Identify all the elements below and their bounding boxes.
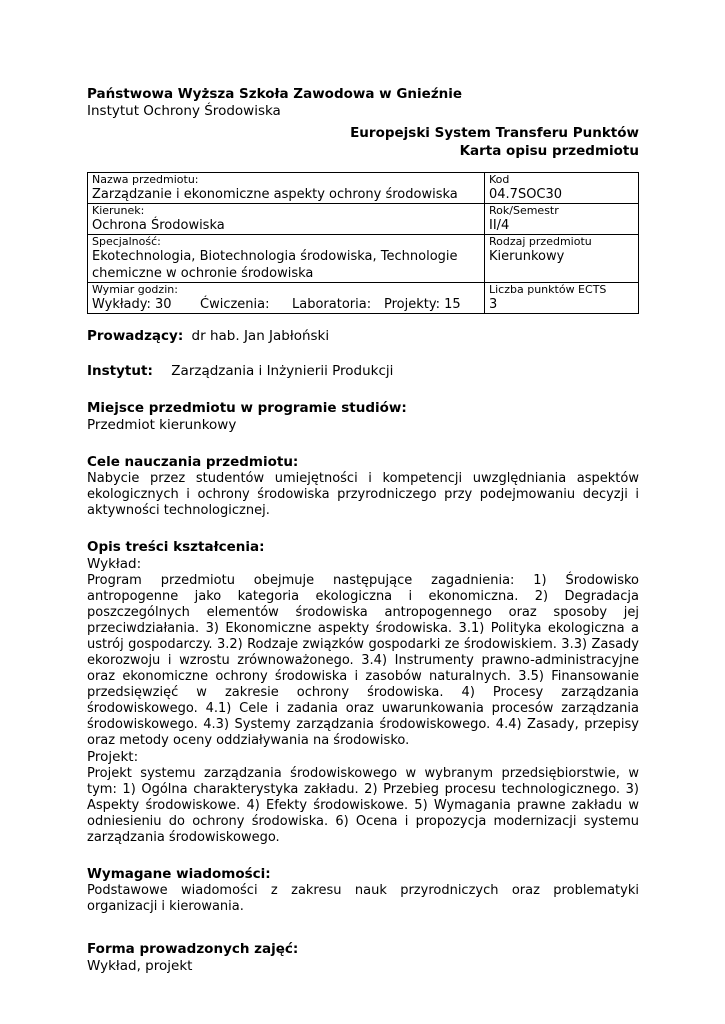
subject-value: Zarządzanie i ekonomiczne aspekty ochrony środowiska	[92, 187, 458, 202]
code-label: Kod	[489, 173, 510, 186]
knowledge-title: Wymagane wiadomości:	[87, 866, 271, 882]
ects-label: Liczba punktów ECTS	[489, 283, 607, 296]
form-section	[87, 941, 639, 975]
type-cell	[485, 235, 639, 283]
goals-title: Cele nauczania przedmiotu:	[87, 454, 299, 470]
knowledge-section	[87, 866, 639, 915]
direction-value: Ochrona Środowiska	[92, 218, 225, 233]
year-label: Rok/Semestr	[489, 204, 559, 217]
subject-cell	[88, 173, 485, 204]
hours-row	[92, 296, 480, 313]
subject-table	[87, 172, 639, 314]
content-title: Opis treści kształcenia:	[87, 539, 265, 555]
direction-label: Kierunek:	[92, 204, 145, 217]
lecture-label: Wykład:	[87, 556, 142, 572]
projects-hours: Projekty: 15	[384, 297, 461, 312]
document-page	[87, 86, 639, 975]
form-text: Wykład, projekt	[87, 958, 193, 974]
goals-section	[87, 454, 639, 519]
hours-label: Wymiar godzin:	[92, 283, 178, 296]
subject-label: Nazwa przedmiotu:	[92, 173, 199, 186]
project-text: Projekt systemu zarządzania środowiskowego w wybranym przedsiębiorstwie, w tym: 1) Ogólna charakterystyka zakładu. 2) Przebieg procesu technologicznego. 3) Aspekty środowiskowe. 4) Efekty środowiskowe. 5) Wymagania prawne zakładu w odniesieniu do ochrony środowiska. 6) Ocena i propozycja modernizacji systemu zarządzania środowiskowego.	[87, 766, 639, 845]
ects-value: 3	[489, 297, 498, 312]
year-cell	[485, 204, 639, 235]
knowledge-text: Podstawowe wiadomości z zakresu nauk przyrodniczych oraz problematyki organizacji i kierowania.	[87, 883, 639, 914]
hours-cell	[88, 283, 485, 314]
spec-label: Specjalność:	[92, 235, 161, 248]
lecture-text: Program przedmiotu obejmuje następujące zagadnienia: 1) Środowisko antropogenne jako kategoria ekologiczna i ekonomiczna. 2) Degradacja poszczególnych elementów środowiska antropogennego oraz sposoby jej przeciwdziałania. 3) Ekonomiczne aspekty środowiska. 3.1) Polityka ekologiczna a ustrój gospodarczy. 3.2) Rodzaje związków gospodarki ze środowiskiem. 3.3) Zasady ekorozwoju i wzrostu zrównoważonego. 3.4) Instrumenty prawno-administracyjne oraz ekonomiczne ochrony środowiska i zasobów naturalnych. 3.5) Finansowanie przedsięwzięć w zakresie ochrony środowiska. 4) Procesy zarządzania środowiskowego. 4.1) Cele i zadania oraz uwarunkowania procesów zarządzania środowiskowego. 4.3) Systemy zarządzania środowiskowego. 4.4) Zasady, przepisy oraz metody oceny oddziaływania na środowisko.	[87, 573, 639, 748]
lecturer-label: Prowadzący:	[87, 328, 184, 344]
content-section	[87, 539, 639, 846]
card-title: Karta opisu przedmiotu	[459, 143, 639, 159]
code-cell	[485, 173, 639, 204]
institute-value: Zarządzania i Inżynierii Produkcji	[171, 363, 394, 379]
institute-name: Instytut Ochrony Środowiska	[87, 103, 281, 119]
spec-value: Ekotechnologia, Biotechnologia środowiska, Technologie chemiczne w ochronie środowiska	[92, 249, 458, 281]
type-label: Rodzaj przedmiotu	[489, 235, 592, 248]
labs-hours: Laboratoria:	[292, 297, 372, 312]
university-name: Państwowa Wyższa Szkoła Zawodowa w Gnieźnie	[87, 86, 463, 102]
exercises-hours: Ćwiczenia:	[200, 297, 270, 312]
form-title: Forma prowadzonych zajęć:	[87, 941, 299, 957]
spec-cell	[88, 235, 485, 283]
year-value: II/4	[489, 218, 510, 233]
ects-cell	[485, 283, 639, 314]
direction-cell	[88, 204, 485, 235]
project-label: Projekt:	[87, 749, 139, 765]
system-title: Europejski System Transferu Punktów	[350, 125, 639, 141]
place-section	[87, 400, 639, 434]
lecturer-row	[87, 328, 639, 345]
place-title: Miejsce przedmiotu w programie studiów:	[87, 400, 407, 416]
lecturer-value: dr hab. Jan Jabłoński	[191, 328, 330, 344]
goals-text: Nabycie przez studentów umiejętności i kompetencji uwzględniania aspektów ekologicznych i ochrony środowiska przyrodniczego przy podejmowaniu decyzji i aktywności technologicznej.	[87, 471, 639, 518]
type-value: Kierunkowy	[489, 249, 565, 264]
code-value: 04.7SOC30	[489, 187, 563, 202]
lectures-hours: Wykłady: 30	[92, 297, 172, 312]
institute-label: Instytut:	[87, 363, 153, 379]
place-text: Przedmiot kierunkowy	[87, 417, 237, 433]
institute-row	[87, 363, 639, 380]
